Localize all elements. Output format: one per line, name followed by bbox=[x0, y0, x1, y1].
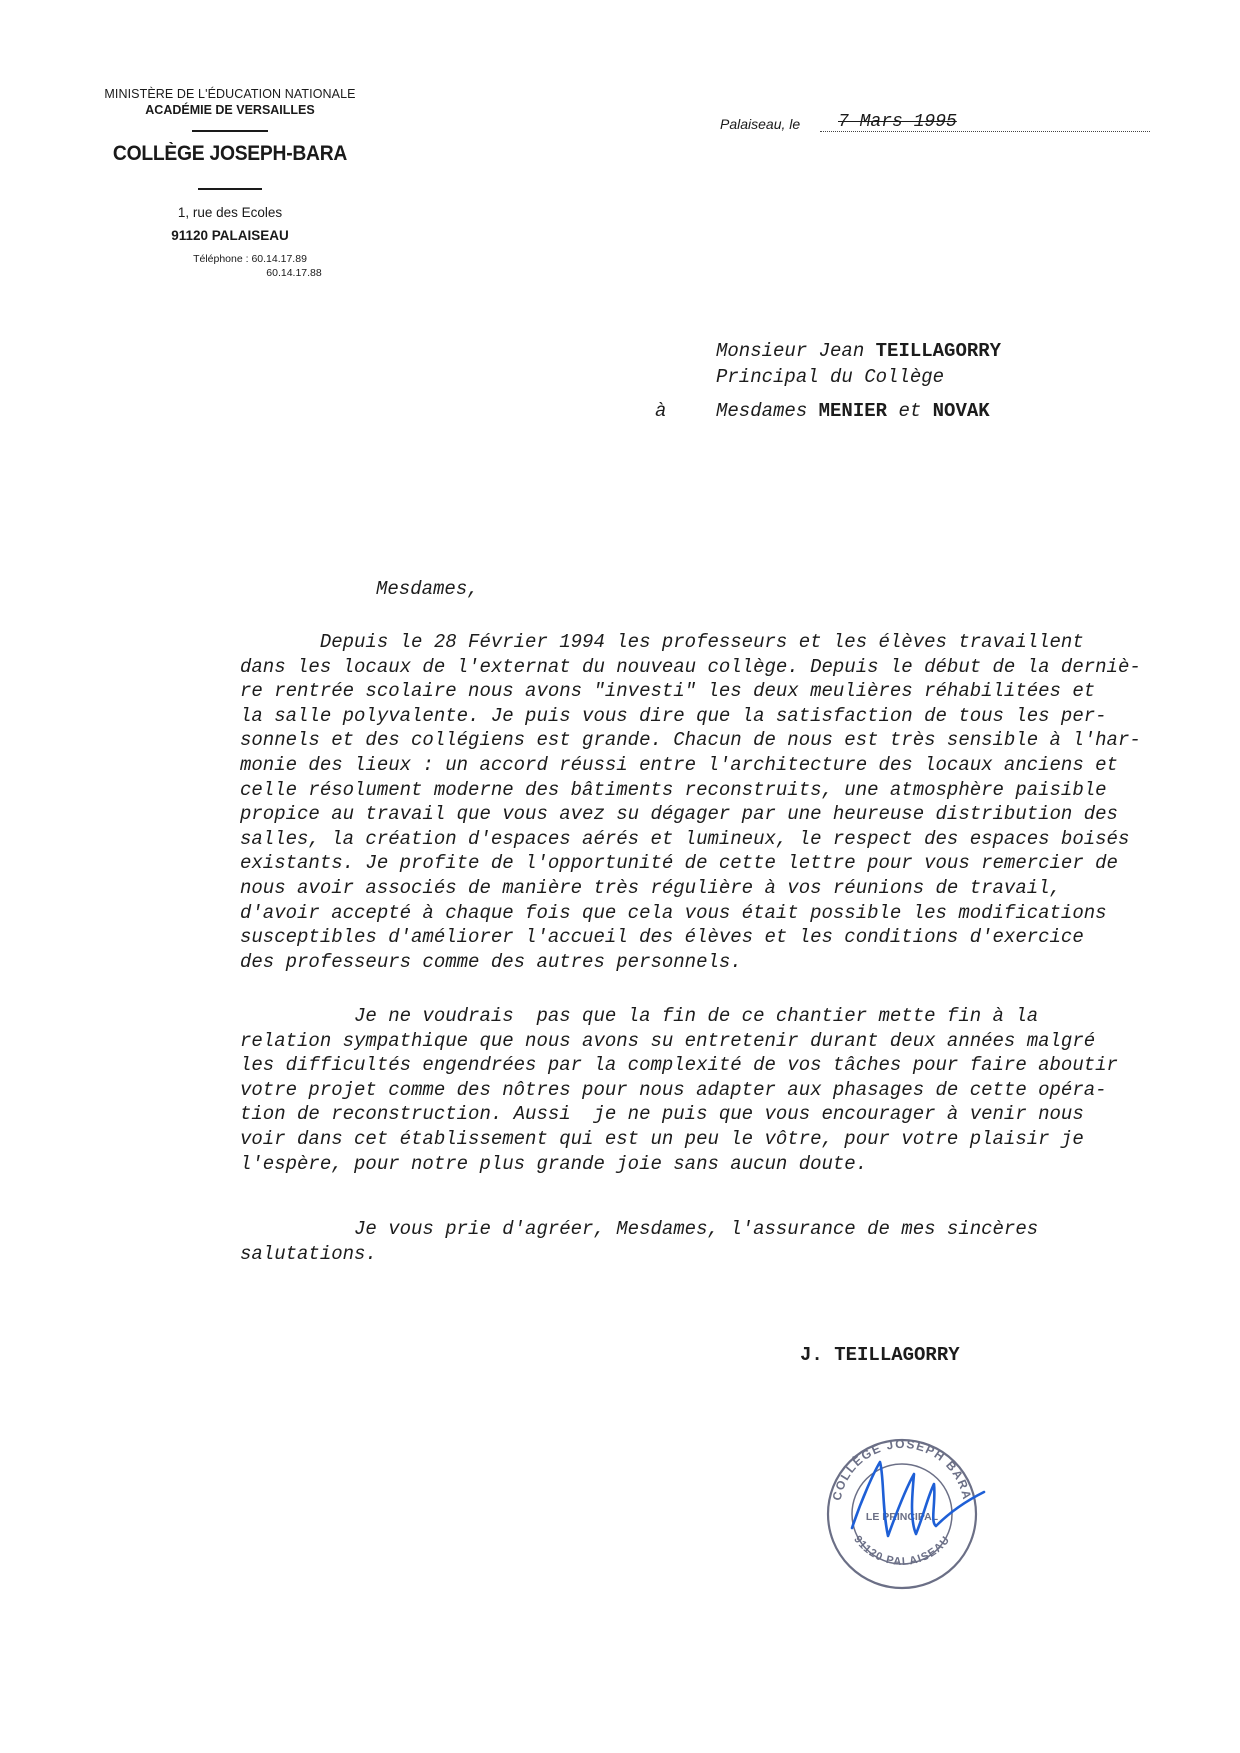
college-phone bbox=[40, 252, 420, 280]
recipient-conjunction: et bbox=[887, 400, 933, 422]
text-line: d'avoir accepté à chaque fois que cela vous était possible les modifications bbox=[240, 901, 1107, 924]
stamp-text-bottom: 91120 PALAISEAU bbox=[851, 1533, 953, 1569]
recipient-preposition: à bbox=[655, 400, 667, 422]
signature-name: J. TEILLAGORRY bbox=[800, 1344, 960, 1366]
text-line: des professeurs comme des autres personnels. bbox=[240, 950, 742, 973]
text-line: nous avoir associés de manière très régulière à vos réunions de travail, bbox=[240, 876, 1061, 899]
text-line: monie des lieux : un accord réussi entre l'architecture des locaux anciens et bbox=[240, 753, 1118, 776]
sender-block bbox=[716, 338, 1001, 390]
academy-name: ACADÉMIE DE VERSAILLES bbox=[145, 103, 315, 117]
recipient-prefix: Mesdames bbox=[716, 400, 819, 422]
text-line: celle résolument moderne des bâtiments reconstruits, une atmosphère paisible bbox=[240, 778, 1107, 801]
ministry-name: MINISTÈRE DE L'ÉDUCATION NATIONALE bbox=[104, 87, 356, 101]
text-line: l'espère, pour notre plus grande joie sans aucun doute. bbox=[240, 1152, 868, 1175]
text-line: votre projet comme des nôtres pour nous adapter aux phasages de cette opéra- bbox=[240, 1078, 1107, 1101]
text-line: susceptibles d'améliorer l'accueil des élèves et les conditions d'exercice bbox=[240, 926, 1084, 949]
phone-line-2: 60.14.17.88 bbox=[266, 267, 322, 279]
text-line: les difficultés engendrées par la complexité de vos tâches pour faire aboutir bbox=[240, 1054, 1118, 1077]
recipient-name-1: MENIER bbox=[818, 400, 888, 422]
text-line: Je ne voudrais pas que la fin de ce chantier mette fin à la bbox=[240, 1005, 1039, 1027]
letterhead-divider bbox=[192, 130, 268, 132]
text-line: dans les locaux de l'externat du nouveau collège. Depuis le début de la derniè- bbox=[240, 655, 1141, 678]
letterhead bbox=[40, 86, 420, 280]
date-place: Palaiseau, le bbox=[720, 116, 801, 132]
body-paragraph-3 bbox=[240, 1217, 1210, 1266]
text-line: Je vous prie d'agréer, Mesdames, l'assurance de mes sincères bbox=[240, 1218, 1039, 1240]
text-line: salutations. bbox=[240, 1242, 377, 1265]
phone-line-1: Téléphone : 60.14.17.89 bbox=[193, 253, 307, 265]
sender-prefix: Monsieur Jean bbox=[716, 340, 876, 362]
salutation: Mesdames, bbox=[376, 578, 479, 600]
text-line: tion de reconstruction. Aussi je ne puis que vous encourager à venir nous bbox=[240, 1103, 1084, 1126]
body-paragraph-1 bbox=[240, 630, 1210, 974]
recipient-block bbox=[716, 400, 990, 422]
text-line: existants. Je profite de l'opportunité de cette lettre pour vous remercier de bbox=[240, 852, 1118, 875]
text-line: Depuis le 28 Février 1994 les professeurs et les élèves travaillent bbox=[240, 631, 1084, 653]
sender-title: Principal du Collège bbox=[716, 366, 945, 388]
text-line: sonnels et des collégiens est grande. Chacun de nous est très sensible à l'har- bbox=[240, 729, 1141, 752]
recipient-name-2: NOVAK bbox=[932, 400, 990, 422]
text-line: la salle polyvalente. Je puis vous dire que la satisfaction de tous les per- bbox=[240, 704, 1107, 727]
college-name: COLLÈGE JOSEPH-BARA bbox=[112, 142, 348, 165]
text-line: re rentrée scolaire nous avons "investi" les deux meulières réhabilitées et bbox=[240, 680, 1096, 703]
stamp-text-top: COLLÈGE JOSEPH BARA bbox=[829, 1436, 975, 1502]
text-line: propice au travail que vous avez su dégager par une heureuse distribution des bbox=[240, 803, 1118, 826]
text-line: relation sympathique que nous avons su entretenir durant deux années malgré bbox=[240, 1029, 1096, 1052]
stamp-center-text: LE PRINCIPAL bbox=[865, 1511, 939, 1523]
text-line: salles, la création d'espaces aérés et lumineux, le respect des espaces boisés bbox=[240, 827, 1130, 850]
date-line bbox=[720, 112, 1150, 136]
college-city: 91120 PALAISEAU bbox=[171, 228, 289, 243]
body-paragraph-2 bbox=[240, 1004, 1210, 1176]
text-line: voir dans cet établissement qui est un peu le vôtre, pour votre plaisir je bbox=[240, 1127, 1084, 1150]
date-value: 7 Mars 1995 bbox=[838, 112, 957, 132]
sender-line bbox=[716, 338, 1001, 364]
official-stamp bbox=[812, 1418, 992, 1598]
college-street: 1, rue des Ecoles bbox=[177, 205, 283, 220]
sender-name: TEILLAGORRY bbox=[875, 340, 1002, 362]
letterhead-divider-2 bbox=[198, 188, 262, 190]
